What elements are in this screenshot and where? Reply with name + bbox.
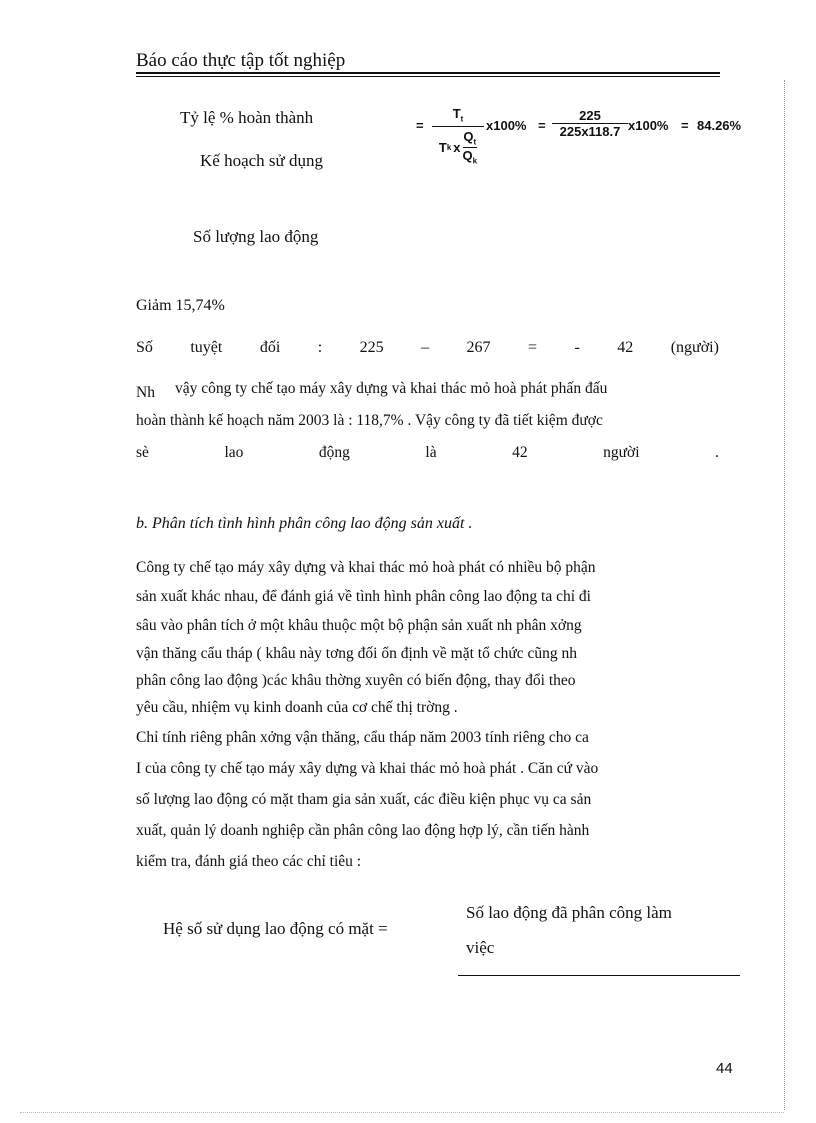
word: 42 (512, 444, 528, 461)
section-b-p1-line: Công ty chế tạo máy xây dựng và khai thác mỏ hoà phát có nhiều bộ phận (136, 559, 596, 576)
word: 42 (617, 339, 634, 356)
section-b-p2-line: số lượng lao động có mặt tham gia sản xuất, các điều kiện phục vụ ca sản (136, 791, 592, 808)
word: 225 (359, 339, 384, 356)
para1-line1-rest: vậy công ty chế tạo máy xây dựng và khai thác mỏ hoà phát phấn đấu (174, 380, 608, 397)
formula1-inner-den-sub: k (472, 156, 478, 166)
formula1-result: 84.26% (697, 118, 742, 133)
word: 267 (466, 339, 491, 356)
formula1-eq1: = (416, 118, 424, 133)
formula1-num1: T (452, 106, 461, 121)
word: – (421, 339, 430, 356)
formula1-times2: x100% (628, 118, 669, 133)
word: đối (259, 339, 281, 356)
page-header-title: Báo cáo thực tập tốt nghiệp (136, 50, 346, 71)
formula2-numerator-line1: Số lao động đã phân công làm (466, 903, 672, 922)
word: . (715, 444, 719, 461)
decrease-line: Giảm 15,74% (136, 297, 225, 314)
section-b-p1-line: yêu cầu, nhiệm vụ kinh doanh của cơ chế thị trờng . (136, 699, 458, 716)
para1-line1-start: Nh (136, 384, 155, 401)
word: động (318, 444, 350, 461)
section-b-p2-line: xuất, quản lý doanh nghiệp cần phân công lao động hợp lý, cần tiến hành (136, 822, 590, 839)
section-b-paragraph-1 (136, 553, 719, 640)
word: là (425, 444, 437, 461)
paragraph-1-line-3 (136, 437, 719, 469)
section-b-p2-line: I của công ty chế tạo máy xây dựng và khai thác mỏ hoà phát . Căn cứ vào (136, 760, 599, 777)
header-rule-thick (136, 72, 720, 74)
page-number: 44 (716, 1060, 733, 1077)
formula1-inner-fraction (463, 129, 478, 165)
formula1-num2: 225 (579, 108, 601, 123)
formula2-label: Hệ số sử dụng lao động có mặt = (163, 919, 388, 938)
word: Số (136, 339, 153, 356)
formula1-times1: x100% (486, 118, 527, 133)
section-b-p1-line: vận thăng cẩu tháp ( khâu này tơng đối ổn định về mặt tổ chức cũng nh (136, 645, 578, 662)
formula1-eq2: = (538, 118, 546, 133)
word: người (603, 444, 640, 461)
section-b-p2-line: kiểm tra, đánh giá theo các chỉ tiêu : (136, 853, 362, 870)
formula1-den1-prefix-sub: k (446, 142, 452, 152)
section-b-p1-line: phân công lao động )các khâu thờng xuyên có biến động, thay đổi theo (136, 672, 576, 689)
formula1-label-line2: Kế hoạch sử dụng (200, 151, 323, 170)
formula1-bar1 (432, 126, 484, 127)
section-b-heading: b. Phân tích tình hình phân công lao động sản xuất . (136, 515, 473, 532)
word: = (527, 339, 538, 356)
formula1-eq3: = (681, 118, 689, 133)
word: : (317, 339, 323, 356)
section-b-p1-line: sâu vào phân tích ở một khâu thuộc một bộ phận sản xuất nh phân xởng (136, 617, 582, 634)
formula1-den1-x: x (453, 139, 461, 155)
formula1-fraction2 (552, 108, 628, 139)
absolute-difference-line (136, 332, 719, 364)
section-b-paragraph-2 (136, 722, 719, 877)
formula1-label-line1: Tỷ lệ % hoàn thành (180, 108, 314, 127)
paragraph-1 (136, 373, 719, 469)
formula1-den1-prefix: T (438, 139, 447, 155)
section-b-paragraph-1-cont (136, 640, 719, 721)
formula1-denominator1 (439, 129, 477, 165)
formula1-den2: 225x118.7 (559, 124, 621, 139)
page-border-bottom (20, 1112, 784, 1113)
formula1-numerator1 (453, 106, 464, 126)
header-rule-thin (136, 76, 720, 77)
paragraph-1-line-1 (136, 373, 719, 405)
formula2-numerator-line2: việc (466, 938, 495, 957)
formula1-num1-sub: t (460, 114, 464, 124)
word: - (574, 339, 580, 356)
paragraph-1-line-2: hoàn thành kế hoạch năm 2003 là : 118,7% . Vậy công ty đã tiết kiệm được (136, 412, 603, 429)
formula1-inner-den: Q (462, 147, 473, 163)
word: tuyệt (190, 339, 223, 356)
word: lao (224, 444, 244, 461)
page-border-right (784, 80, 785, 1110)
formula2-fraction-bar (458, 975, 740, 976)
section-b-p2-line: Chỉ tính riêng phân xởng vận thăng, cẩu tháp năm 2003 tính riêng cho ca (136, 729, 589, 746)
formula1-fraction1 (432, 106, 484, 165)
section-b-p1-line: sản xuất khác nhau, để đánh giá về tình hình phân công lao động ta chỉ đi (136, 588, 591, 605)
word: (người) (670, 339, 719, 356)
formula1-label-line3: Số lượng lao động (193, 227, 319, 246)
formula1-inner-num: Q (463, 129, 474, 144)
formula1-inner-num-sub: t (473, 137, 477, 147)
word: sè (136, 444, 149, 461)
